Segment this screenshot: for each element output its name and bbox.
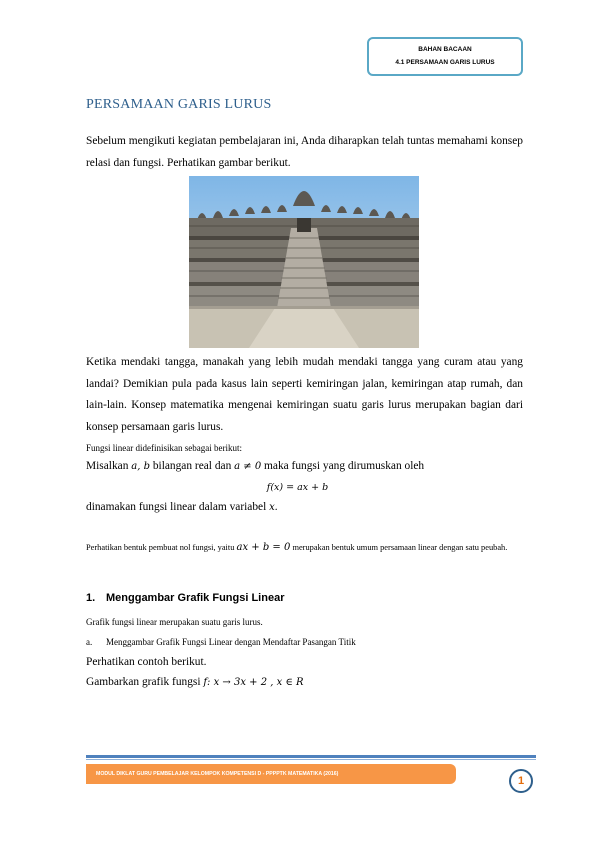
note-text-b: merupakan bentuk umum persamaan linear dengan satu peubah. xyxy=(290,543,508,552)
footer-bar xyxy=(86,764,456,784)
definition-vars: a, b xyxy=(131,461,150,472)
subsection-label: a. xyxy=(86,637,93,647)
note-text-a: Perhatikan bentuk pembuat nol fungsi, yaitu xyxy=(86,543,237,552)
section-heading xyxy=(86,592,284,604)
header-box xyxy=(367,37,523,76)
intro-paragraph: Sebelum mengikuti kegiatan pembelajaran ini, Anda diharapkan telah tuntas memahami konsep relasi dan fungsi. Perhatikan gambar berikut. xyxy=(86,135,523,169)
section-number: 1. xyxy=(86,592,96,604)
note-equation: ax + b = 0 xyxy=(236,542,291,553)
definition-line-1-c: maka fungsi yang dirumuskan oleh xyxy=(261,460,425,472)
temple-stairs-photo xyxy=(189,176,419,348)
example-task xyxy=(86,676,304,688)
example-text: Gambarkan grafik fungsi xyxy=(86,676,204,688)
example-intro: Perhatikan contoh berikut. xyxy=(86,656,207,668)
footer-rule-thin xyxy=(86,759,536,760)
body-paragraph: Ketika mendaki tangga, manakah yang lebih mudah mendaki tangga yang curam atau yang landai? Demikian pula pada kasus lain seperti kemiringan jalan, kemiringan atap rumah, dan lain-lain. Konsep matematika mengenai kemiringan suatu garis lurus merupakan bagian dari konsep persamaan garis lurus. xyxy=(86,356,523,433)
example-formula: f: x → 3x + 2 , x ∈ R xyxy=(203,677,304,688)
zero-maker-note xyxy=(86,538,523,558)
definition-line-1-a: Misalkan xyxy=(86,460,132,472)
subsection-title: Menggambar Grafik Fungsi Linear dengan Mendaftar Pasangan Titik xyxy=(106,637,356,647)
header-line-1: BAHAN BACAAN xyxy=(418,46,472,53)
linear-function-formula: f(x) = ax + b xyxy=(266,482,329,493)
subsection-heading xyxy=(86,637,356,647)
footer-rule-thick xyxy=(86,755,536,758)
definition-line-1 xyxy=(86,460,424,472)
page-title: PERSAMAAN GARIS LURUS xyxy=(86,97,272,112)
definition-line-1-b: bilangan real dan xyxy=(149,460,235,472)
section-intro: Grafik fungsi linear merupakan suatu garis lurus. xyxy=(86,617,263,627)
definition-intro: Fungsi linear didefinisikan sebagai berikut: xyxy=(86,443,242,453)
definition-condition: a ≠ 0 xyxy=(234,461,262,472)
definition-line-2 xyxy=(86,501,278,513)
section-title: Menggambar Grafik Fungsi Linear xyxy=(106,592,285,604)
definition-line-2-b: . xyxy=(274,501,278,513)
footer-text: MODUL DIKLAT GURU PEMBELAJAR KELOMPOK KOMPETENSI D - PPPPTK MATEMATIKA (2016) xyxy=(96,771,339,777)
page-number: 1 xyxy=(509,769,533,793)
header-line-2: 4.1 PERSAMAAN GARIS LURUS xyxy=(395,59,495,66)
definition-line-2-a: dinamakan fungsi linear dalam variabel xyxy=(86,501,270,513)
definition-variable: x xyxy=(269,502,275,513)
